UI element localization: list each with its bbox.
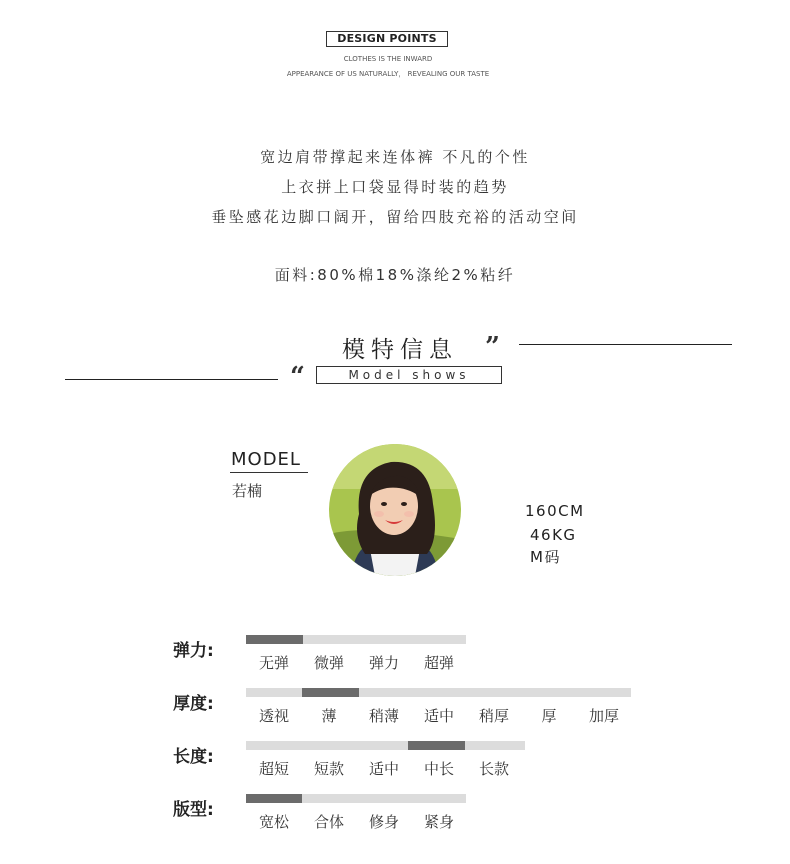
design-points-title: DESIGN POINTS xyxy=(326,31,448,47)
elasticity-option: 弹力 xyxy=(368,654,399,672)
model-height: 160CM xyxy=(525,502,585,520)
fabric-composition: 面料:80%棉18%涤纶2%粘纤 xyxy=(274,266,516,284)
model-label-underline xyxy=(230,472,308,473)
thickness-option: 稍厚 xyxy=(478,707,509,725)
description-line-2: 上衣拼上口袋显得时装的趋势 xyxy=(281,178,509,196)
length-option: 中长 xyxy=(423,760,454,778)
length-option: 长款 xyxy=(478,760,509,778)
model-shows-subtitle: Model shows xyxy=(316,366,502,384)
fit-option: 宽松 xyxy=(258,813,289,831)
thickness-option: 薄 xyxy=(321,707,337,725)
header-tagline-1: CLOTHES IS THE INWARD xyxy=(343,55,433,63)
fit-selected-segment xyxy=(246,794,302,803)
elasticity-option: 超弹 xyxy=(423,654,454,672)
fit-option: 紧身 xyxy=(423,813,454,831)
divider-line-left xyxy=(65,379,278,380)
open-quote-mark: “ xyxy=(290,362,305,392)
length-option: 超短 xyxy=(258,760,289,778)
thickness-label: 厚度: xyxy=(173,694,214,714)
length-option: 短款 xyxy=(313,760,344,778)
thickness-selected-segment xyxy=(302,688,359,697)
model-weight: 46KG xyxy=(530,526,577,544)
elasticity-label: 弹力: xyxy=(173,641,214,661)
model-avatar xyxy=(329,444,461,576)
description-line-3: 垂坠感花边脚口阔开，留给四肢充裕的活动空间 xyxy=(211,208,579,226)
model-label: MODEL xyxy=(231,449,301,470)
length-label: 长度: xyxy=(173,747,214,767)
elasticity-selected-segment xyxy=(246,635,303,644)
thickness-option: 厚 xyxy=(541,707,557,725)
thickness-option: 稍薄 xyxy=(368,707,399,725)
length-option: 适中 xyxy=(368,760,399,778)
thickness-option: 透视 xyxy=(258,707,289,725)
fit-option: 合体 xyxy=(313,813,344,831)
model-size: M码 xyxy=(530,548,561,566)
fit-label: 版型: xyxy=(173,800,214,820)
length-selected-segment xyxy=(408,741,465,750)
thickness-option: 适中 xyxy=(423,707,454,725)
elasticity-option: 无弹 xyxy=(258,654,289,672)
header-tagline-2: APPEARANCE OF US NATURALLY， REVEALING OUR TASTE xyxy=(286,70,490,78)
section-title: 模特信息 xyxy=(342,337,458,363)
elasticity-option: 微弹 xyxy=(313,654,344,672)
fit-option: 修身 xyxy=(368,813,399,831)
length-scale-bar xyxy=(246,741,525,750)
divider-line-right xyxy=(519,344,732,345)
model-name: 若楠 xyxy=(232,482,263,500)
thickness-option: 加厚 xyxy=(588,707,619,725)
description-line-1: 宽边肩带撑起来连体裤 不凡的个性 xyxy=(260,148,530,166)
close-quote-mark: ” xyxy=(485,332,500,362)
